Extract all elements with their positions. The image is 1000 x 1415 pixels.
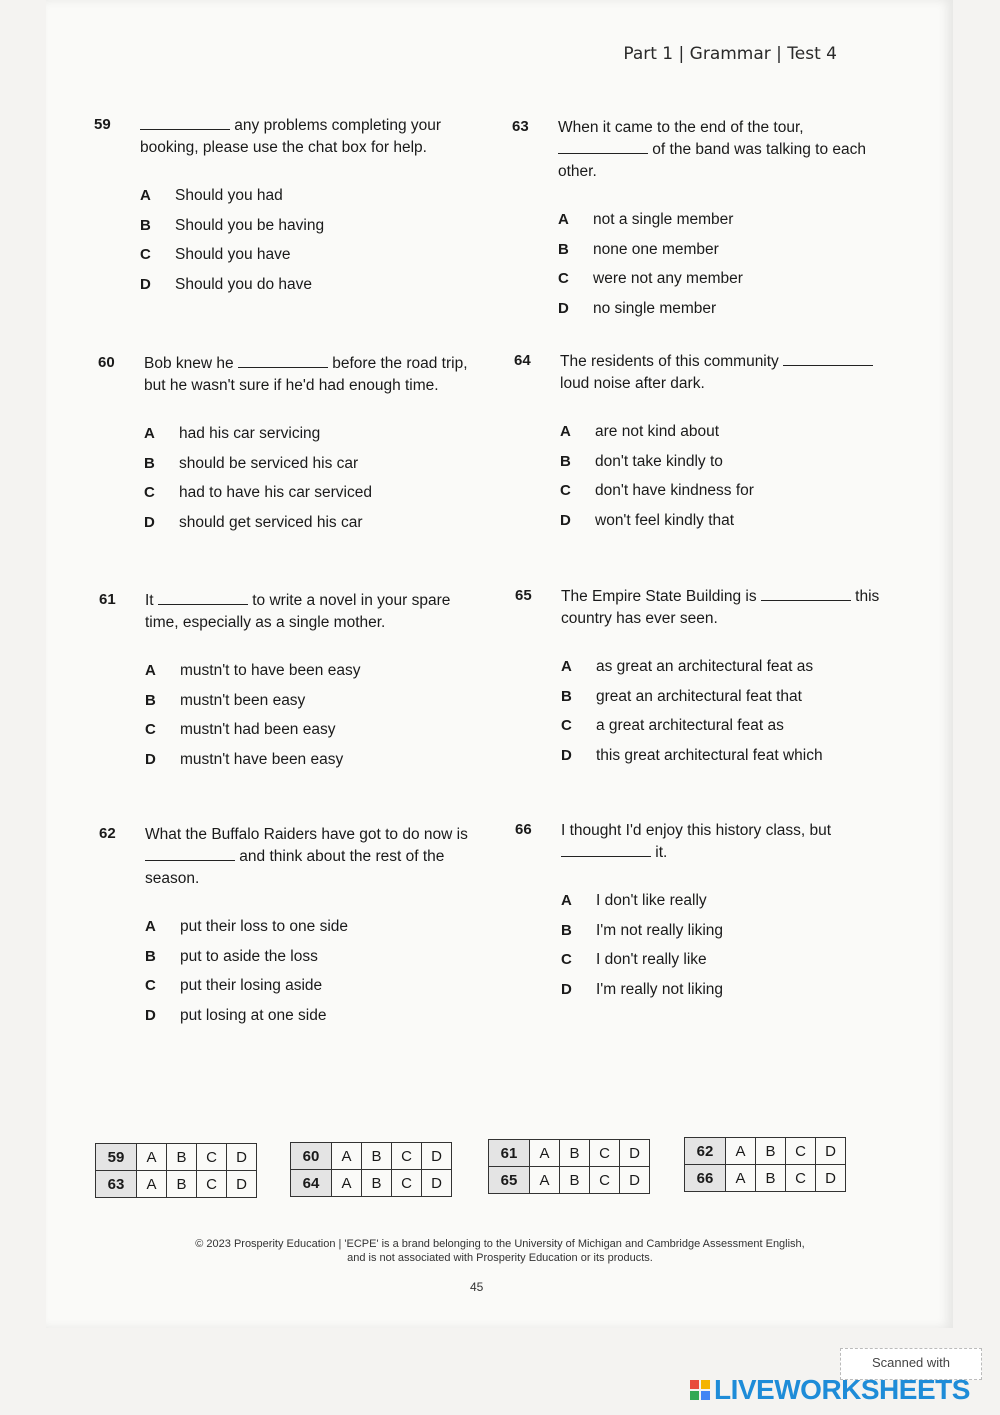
answer-blank[interactable] xyxy=(145,848,235,861)
option-letter: D xyxy=(145,750,156,768)
liveworksheets-logo[interactable] xyxy=(690,1374,970,1406)
option-letter: A xyxy=(140,187,151,204)
question-stem xyxy=(561,586,891,630)
grid-choice-b[interactable]: B xyxy=(560,1140,590,1167)
question-number: 63 xyxy=(512,118,529,135)
option-letter: C xyxy=(144,484,155,501)
answer-grid xyxy=(684,1137,846,1192)
grid-choice-a[interactable]: A xyxy=(530,1140,560,1167)
grid-choice-b[interactable]: B xyxy=(362,1143,392,1170)
option-text: I don't really like xyxy=(596,951,707,968)
option-b[interactable] xyxy=(561,688,891,718)
option-letter: A xyxy=(561,658,572,675)
question-number: 65 xyxy=(515,587,532,604)
stem-text-before: The residents of this community xyxy=(560,353,784,370)
options-list xyxy=(561,658,891,776)
option-a[interactable] xyxy=(144,425,474,455)
answer-grid-row xyxy=(96,1171,257,1198)
option-text: mustn't been easy xyxy=(180,691,306,709)
option-letter: C xyxy=(561,951,572,968)
brand-name: LIVEWORKSHEETS xyxy=(714,1374,970,1405)
grid-choice-c[interactable]: C xyxy=(197,1144,227,1171)
option-letter: D xyxy=(561,980,572,998)
stem-text-before: What the Buffalo Raiders have got to do now is xyxy=(145,826,468,843)
option-letter: C xyxy=(560,482,571,499)
answer-blank[interactable] xyxy=(558,141,648,154)
option-text: had his car servicing xyxy=(179,425,321,442)
option-letter: B xyxy=(144,454,155,472)
option-text: won't feel kindly that xyxy=(595,511,735,529)
stem-text-before: I thought I'd enjoy this history class, but xyxy=(561,822,832,839)
question-number: 59 xyxy=(94,116,111,133)
option-letter: B xyxy=(560,452,571,470)
stem-text-before: When it came to the end of the tour, xyxy=(558,119,804,136)
question-66 xyxy=(515,820,891,1010)
grid-choice-d[interactable]: D xyxy=(422,1143,452,1170)
option-letter: B xyxy=(145,947,156,965)
option-letter: C xyxy=(561,717,572,734)
copyright-line-1: © 2023 Prosperity Education | 'ECPE' is a brand belonging to the University of Michigan and Cambridge Assessment English, xyxy=(195,1238,805,1250)
option-text: don't have kindness for xyxy=(595,482,754,499)
option-text: great an architectural feat that xyxy=(596,687,802,705)
question-stem xyxy=(561,820,891,864)
question-59 xyxy=(94,115,470,305)
option-letter: A xyxy=(558,211,569,228)
grid-choice-b[interactable]: B xyxy=(362,1170,392,1197)
option-d[interactable] xyxy=(145,751,475,781)
stem-text-after: any problems completing your booking, please use the chat box for help. xyxy=(140,117,442,156)
option-letter: D xyxy=(560,511,571,529)
option-a[interactable] xyxy=(145,662,475,692)
option-b[interactable] xyxy=(560,453,890,483)
option-b[interactable] xyxy=(145,692,475,722)
option-c[interactable] xyxy=(144,484,474,514)
answer-blank[interactable] xyxy=(783,353,873,366)
options-list xyxy=(145,918,475,1036)
grid-choice-c[interactable]: C xyxy=(590,1167,620,1194)
option-letter: C xyxy=(145,721,156,738)
option-text: Should you had xyxy=(175,187,283,204)
grid-question-number: 62 xyxy=(685,1138,726,1165)
grid-choice-c[interactable]: C xyxy=(786,1165,816,1192)
option-letter: D xyxy=(144,513,155,531)
answer-blank[interactable] xyxy=(561,844,651,857)
answer-blank[interactable] xyxy=(761,588,851,601)
answer-grid-row xyxy=(489,1140,650,1167)
option-text: mustn't have been easy xyxy=(180,750,344,768)
option-text: should get serviced his car xyxy=(179,513,363,531)
answer-grid-row xyxy=(96,1144,257,1171)
option-c[interactable] xyxy=(558,270,888,300)
option-letter: D xyxy=(145,1006,156,1024)
option-text: no single member xyxy=(593,299,717,317)
grid-choice-c[interactable]: C xyxy=(590,1140,620,1167)
question-stem xyxy=(558,117,888,183)
grid-question-number: 60 xyxy=(291,1143,332,1170)
page-header: Part 1 | Grammar | Test 4 xyxy=(623,44,837,64)
question-number: 66 xyxy=(515,821,532,838)
options-list xyxy=(560,423,890,541)
option-a[interactable] xyxy=(561,892,891,922)
option-letter: D xyxy=(140,275,151,293)
stem-text-before: The Empire State Building is xyxy=(561,588,761,605)
grid-choice-d[interactable]: D xyxy=(227,1171,257,1198)
option-text: Should you do have xyxy=(175,275,313,293)
option-text: were not any member xyxy=(593,270,743,287)
option-letter: A xyxy=(145,662,156,679)
grid-choice-c[interactable]: C xyxy=(392,1143,422,1170)
option-text: this great architectural feat which xyxy=(596,746,823,764)
grid-choice-d[interactable]: D xyxy=(620,1140,650,1167)
question-65 xyxy=(515,586,891,776)
question-stem xyxy=(140,115,470,159)
question-64 xyxy=(514,351,890,541)
options-list xyxy=(558,211,888,329)
grid-choice-d[interactable]: D xyxy=(816,1165,846,1192)
option-c[interactable] xyxy=(561,717,891,747)
grid-question-number: 65 xyxy=(489,1167,530,1194)
answer-blank[interactable] xyxy=(140,117,230,130)
option-letter: C xyxy=(558,270,569,287)
answer-grid-row xyxy=(685,1138,846,1165)
question-62 xyxy=(99,824,475,1036)
grid-choice-c[interactable]: C xyxy=(392,1170,422,1197)
option-letter: B xyxy=(561,687,572,705)
option-letter: C xyxy=(145,977,156,994)
option-text: don't take kindly to xyxy=(595,452,723,470)
grid-question-number: 64 xyxy=(291,1170,332,1197)
option-c[interactable] xyxy=(145,721,475,751)
answer-grid xyxy=(290,1142,452,1197)
answer-grid-row xyxy=(685,1165,846,1192)
scanned-badge: Scanned with xyxy=(840,1348,982,1380)
option-text: should be serviced his car xyxy=(179,454,359,472)
option-a[interactable] xyxy=(561,658,891,688)
question-stem xyxy=(145,590,475,634)
option-c[interactable] xyxy=(560,482,890,512)
option-letter: B xyxy=(145,691,156,709)
grid-choice-a[interactable]: A xyxy=(137,1171,167,1198)
grid-choice-a[interactable]: A xyxy=(332,1143,362,1170)
option-text: I don't like really xyxy=(596,892,707,909)
answer-grid-row xyxy=(489,1167,650,1194)
stem-text-before: It xyxy=(145,592,158,609)
option-d[interactable] xyxy=(144,514,474,544)
grid-question-number: 59 xyxy=(96,1144,137,1171)
answer-blank[interactable] xyxy=(158,592,248,605)
grid-choice-b[interactable]: B xyxy=(756,1138,786,1165)
option-d[interactable] xyxy=(561,747,891,777)
options-list xyxy=(145,662,475,780)
stem-text-after: of the band was talking to each other. xyxy=(558,141,867,180)
option-text: had to have his car serviced xyxy=(179,484,372,501)
option-d[interactable] xyxy=(558,300,888,330)
copyright-line-2: and is not associated with Prosperity Education or its products. xyxy=(347,1252,653,1264)
stem-text-before: Bob knew he xyxy=(144,355,238,372)
grid-choice-d[interactable]: D xyxy=(816,1138,846,1165)
option-c[interactable] xyxy=(561,951,891,981)
liveworksheets-icon xyxy=(690,1380,710,1400)
grid-choice-a[interactable]: A xyxy=(726,1138,756,1165)
grid-choice-a[interactable]: A xyxy=(530,1167,560,1194)
question-63 xyxy=(512,117,888,329)
stem-text-after: it. xyxy=(651,844,668,861)
question-stem xyxy=(560,351,890,395)
option-text: Should you have xyxy=(175,246,291,263)
grid-question-number: 66 xyxy=(685,1165,726,1192)
grid-choice-c[interactable]: C xyxy=(197,1171,227,1198)
option-a[interactable] xyxy=(558,211,888,241)
option-b[interactable] xyxy=(144,455,474,485)
stem-text-after: to write a novel in your spare time, especially as a single mother. xyxy=(145,592,451,631)
option-d[interactable] xyxy=(560,512,890,542)
grid-choice-c[interactable]: C xyxy=(786,1138,816,1165)
option-b[interactable] xyxy=(561,922,891,952)
option-text: put losing at one side xyxy=(180,1006,327,1024)
question-stem xyxy=(144,353,474,397)
option-c[interactable] xyxy=(140,246,470,276)
grid-choice-a[interactable]: A xyxy=(137,1144,167,1171)
option-letter: B xyxy=(140,216,151,234)
question-stem xyxy=(145,824,475,890)
page-number: 45 xyxy=(470,1280,484,1294)
option-letter: A xyxy=(145,918,156,935)
grid-choice-b[interactable]: B xyxy=(560,1167,590,1194)
option-letter: B xyxy=(561,921,572,939)
option-text: as great an architectural feat as xyxy=(596,658,814,675)
stem-text-after: this country has ever seen. xyxy=(561,588,880,627)
option-text: I'm really not liking xyxy=(596,980,724,998)
option-d[interactable] xyxy=(561,981,891,1011)
option-d[interactable] xyxy=(145,1007,475,1037)
option-letter: C xyxy=(140,246,151,263)
option-text: I'm not really liking xyxy=(596,921,724,939)
answer-grid xyxy=(95,1143,257,1198)
grid-choice-b[interactable]: B xyxy=(167,1171,197,1198)
question-61 xyxy=(99,590,475,780)
option-b[interactable] xyxy=(140,217,470,247)
options-list xyxy=(140,187,470,305)
answer-grid-row xyxy=(291,1143,452,1170)
option-a[interactable] xyxy=(145,918,475,948)
option-a[interactable] xyxy=(140,187,470,217)
question-number: 62 xyxy=(99,825,116,842)
option-text: mustn't to have been easy xyxy=(180,662,361,679)
option-a[interactable] xyxy=(560,423,890,453)
question-number: 64 xyxy=(514,352,531,369)
option-text: put to aside the loss xyxy=(180,947,318,965)
grid-choice-d[interactable]: D xyxy=(620,1167,650,1194)
answer-grid-row xyxy=(291,1170,452,1197)
option-b[interactable] xyxy=(145,948,475,978)
answer-blank[interactable] xyxy=(238,355,328,368)
option-d[interactable] xyxy=(140,276,470,306)
option-text: none one member xyxy=(593,240,719,258)
option-c[interactable] xyxy=(145,977,475,1007)
grid-choice-d[interactable]: D xyxy=(422,1170,452,1197)
answer-grid xyxy=(488,1139,650,1194)
option-text: not a single member xyxy=(593,211,734,228)
grid-question-number: 63 xyxy=(96,1171,137,1198)
grid-choice-d[interactable]: D xyxy=(227,1144,257,1171)
option-letter: A xyxy=(144,425,155,442)
question-number: 61 xyxy=(99,591,116,608)
option-text: put their losing aside xyxy=(180,977,323,994)
grid-choice-a[interactable]: A xyxy=(332,1170,362,1197)
question-60 xyxy=(98,353,474,543)
option-text: put their loss to one side xyxy=(180,918,349,935)
stem-text-after: and think about the rest of the season. xyxy=(145,848,445,887)
grid-question-number: 61 xyxy=(489,1140,530,1167)
option-letter: D xyxy=(558,299,569,317)
grid-choice-b[interactable]: B xyxy=(167,1144,197,1171)
stem-text-after: before the road trip, but he wasn't sure if he'd had enough time. xyxy=(144,355,468,394)
option-text: a great architectural feat as xyxy=(596,717,784,734)
option-text: Should you be having xyxy=(175,216,325,234)
stem-text-after: loud noise after dark. xyxy=(560,375,705,392)
options-list xyxy=(144,425,474,543)
option-letter: A xyxy=(561,892,572,909)
options-list xyxy=(561,892,891,1010)
option-b[interactable] xyxy=(558,241,888,271)
option-text: are not kind about xyxy=(595,423,720,440)
grid-choice-a[interactable]: A xyxy=(726,1165,756,1192)
option-letter: D xyxy=(561,746,572,764)
question-number: 60 xyxy=(98,354,115,371)
option-letter: B xyxy=(558,240,569,258)
grid-choice-b[interactable]: B xyxy=(756,1165,786,1192)
option-letter: A xyxy=(560,423,571,440)
option-text: mustn't had been easy xyxy=(180,721,336,738)
